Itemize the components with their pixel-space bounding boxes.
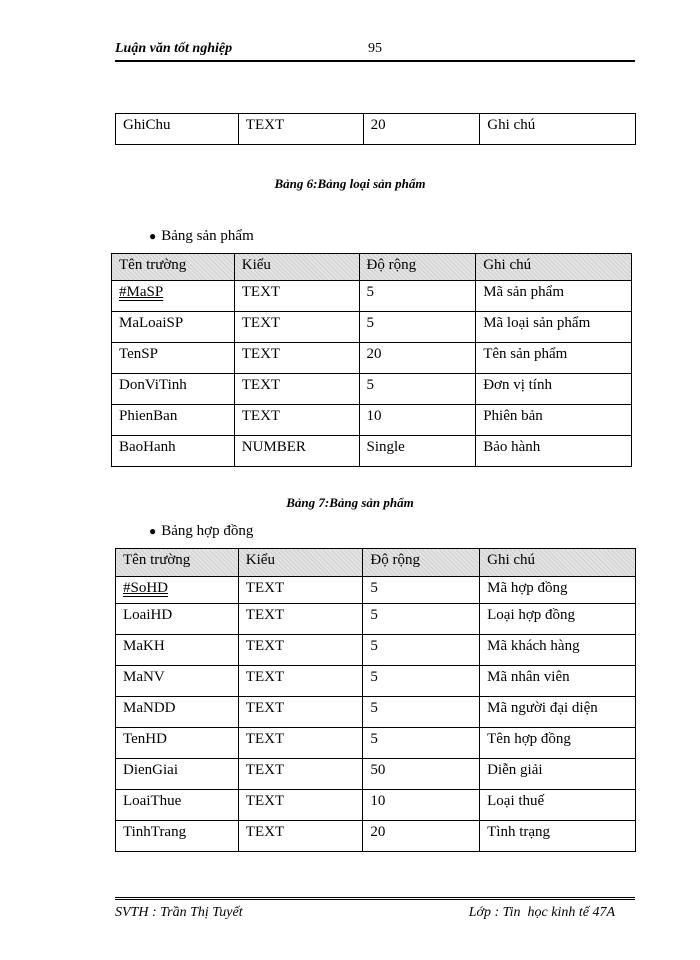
table-cell: TEXT: [234, 343, 359, 374]
table-cell: Diễn giải: [480, 759, 636, 790]
table-cell: Loại thuế: [480, 790, 636, 821]
table-cell: 5: [363, 604, 480, 635]
table-cell: Mã sản phẩm: [476, 281, 632, 312]
table-cell: Ghi chú: [480, 114, 636, 145]
column-header: Kiểu: [238, 549, 363, 577]
table-cell: Loại hợp đồng: [480, 604, 636, 635]
table-cell: 20: [359, 343, 476, 374]
table-cell: Tình trạng: [480, 821, 636, 852]
table-cell: TEXT: [238, 790, 363, 821]
table-cell: TinhTrang: [116, 821, 239, 852]
table-cell: MaLoaiSP: [112, 312, 235, 343]
column-header: Ghi chú: [480, 549, 636, 577]
table-row: [112, 312, 632, 343]
section-heading-product: [149, 228, 254, 245]
table-cell: TEXT: [238, 114, 363, 145]
table-cell: Đơn vị tính: [476, 374, 632, 405]
table-cell: 5: [359, 281, 476, 312]
table-cell: DonViTinh: [112, 374, 235, 405]
column-header: Ghi chú: [476, 254, 632, 281]
student-name: SVTH : Trần Thị Tuyết: [115, 905, 243, 920]
primary-key-field: #MaSP: [119, 284, 164, 300]
table-cell: Mã khách hàng: [480, 635, 636, 666]
table-cell: TEXT: [238, 697, 363, 728]
table-cell: TEXT: [234, 281, 359, 312]
table-row: [116, 697, 636, 728]
thesis-title: Luận văn tốt nghiệp: [115, 41, 233, 56]
column-header: Tên trường: [116, 549, 239, 577]
table-cell: TEXT: [234, 374, 359, 405]
table-row: [116, 728, 636, 759]
table-cell: TenSP: [112, 343, 235, 374]
table-cell: Phiên bản: [476, 405, 632, 436]
table-cell: TEXT: [238, 759, 363, 790]
table-cell: TenHD: [116, 728, 239, 759]
table-cell: 5: [363, 728, 480, 759]
table-header-row: [116, 549, 636, 577]
primary-key-field: #SoHD: [123, 580, 169, 596]
table-cell: TEXT: [238, 728, 363, 759]
table-cell: TEXT: [238, 666, 363, 697]
table-cell: Mã loại sản phẩm: [476, 312, 632, 343]
table-cell: TEXT: [238, 821, 363, 852]
table-cell: 5: [363, 697, 480, 728]
page-footer: [115, 897, 635, 926]
table-cell: NUMBER: [234, 436, 359, 467]
section-label: Bảng hợp đồng: [161, 523, 254, 539]
table-row: [112, 436, 632, 467]
section-heading-contract: [149, 523, 253, 540]
table-cell: TEXT: [234, 405, 359, 436]
table-cell: Tên hợp đồng: [480, 728, 636, 759]
table-row: [112, 343, 632, 374]
table-cell: 20: [363, 114, 480, 145]
table-cell: LoaiHD: [116, 604, 239, 635]
table-row: [116, 577, 636, 604]
table-cell: MaNV: [116, 666, 239, 697]
class-name: Lớp : Tin học kinh tế 47A: [468, 905, 615, 920]
column-header: Độ rộng: [359, 254, 476, 281]
table-cell: 5: [359, 312, 476, 343]
table-cell: 10: [363, 790, 480, 821]
column-header: Tên trường: [112, 254, 235, 281]
column-header: Kiểu: [234, 254, 359, 281]
table-cell: TEXT: [238, 604, 363, 635]
table-row: [116, 821, 636, 852]
table-cell: 50: [363, 759, 480, 790]
table-cell: 5: [363, 635, 480, 666]
table-continued: [115, 113, 636, 145]
table-row: [112, 281, 632, 312]
table-cell: PhienBan: [112, 405, 235, 436]
table-row: [116, 666, 636, 697]
table-cell: [112, 281, 235, 312]
table-row: [116, 635, 636, 666]
table-cell: BaoHanh: [112, 436, 235, 467]
table-cell: GhiChu: [116, 114, 239, 145]
table-contract: [115, 548, 636, 852]
section-label: Bảng sản phẩm: [161, 228, 254, 244]
table-cell: LoaiThue: [116, 790, 239, 821]
table-cell: Mã nhân viên: [480, 666, 636, 697]
column-header: Độ rộng: [363, 549, 480, 577]
table-cell: TEXT: [238, 635, 363, 666]
page-number: 95: [368, 41, 382, 56]
table-cell: 5: [363, 666, 480, 697]
table-header-row: [112, 254, 632, 281]
table-cell: 5: [363, 577, 480, 604]
table-caption-6: Bảng 6:Bảng loại sản phẩm: [274, 176, 426, 191]
table-row: [116, 114, 636, 145]
bullet-dot-icon: ●: [149, 524, 157, 538]
table-row: [112, 405, 632, 436]
table-cell: 20: [363, 821, 480, 852]
table-cell: 10: [359, 405, 476, 436]
table-cell: 5: [359, 374, 476, 405]
table-cell: Bảo hành: [476, 436, 632, 467]
table-caption-7: Bảng 7:Bảng sản phẩm: [286, 495, 414, 510]
table-cell: Mã người đại diện: [480, 697, 636, 728]
table-row: [116, 604, 636, 635]
page-header: [115, 38, 635, 62]
table-cell: MaNDD: [116, 697, 239, 728]
table-cell: Single: [359, 436, 476, 467]
table-cell: DienGiai: [116, 759, 239, 790]
table-cell: TEXT: [238, 577, 363, 604]
table-cell: TEXT: [234, 312, 359, 343]
table-row: [116, 790, 636, 821]
table-row: [112, 374, 632, 405]
table-cell: Tên sản phẩm: [476, 343, 632, 374]
table-cell: [116, 577, 239, 604]
bullet-dot-icon: ●: [149, 229, 157, 243]
table-row: [116, 759, 636, 790]
table-product: [111, 253, 632, 467]
table-cell: MaKH: [116, 635, 239, 666]
table-cell: Mã hợp đồng: [480, 577, 636, 604]
